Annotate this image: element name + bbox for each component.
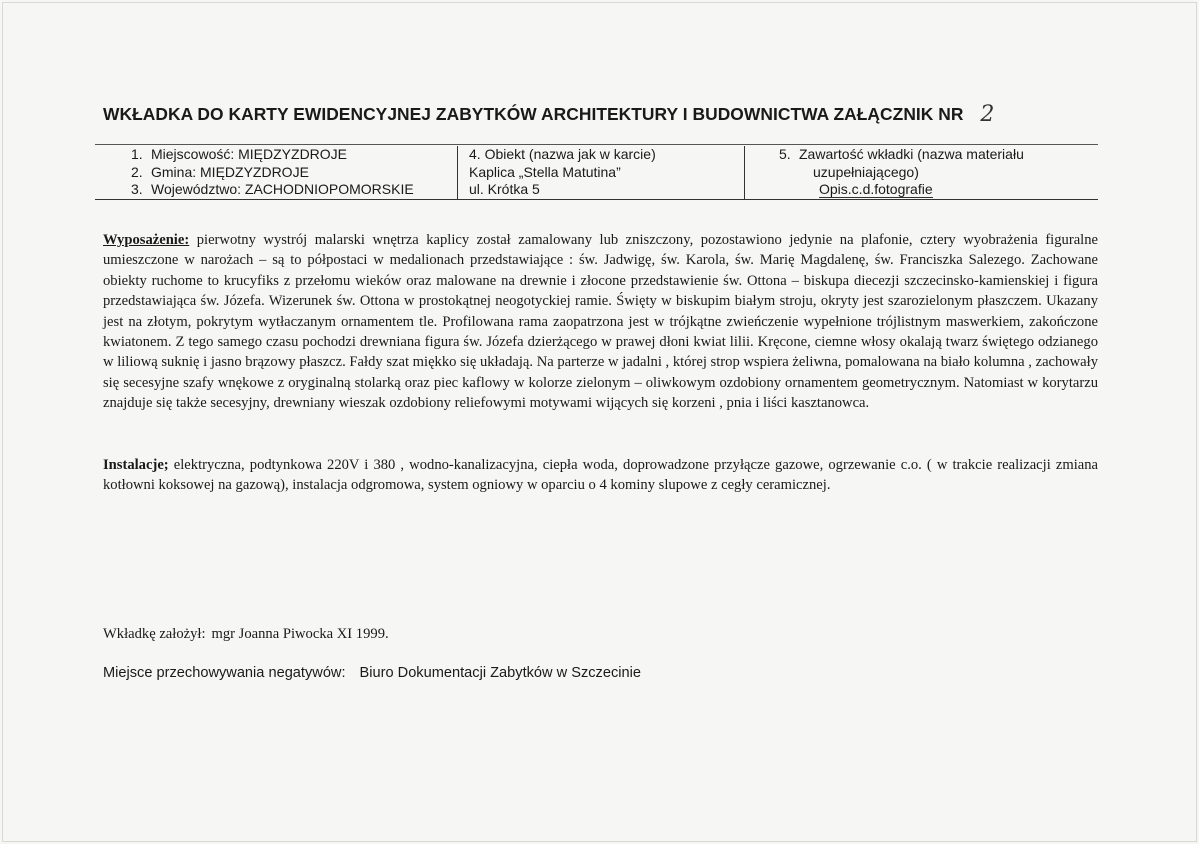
negatives-value: Biuro Dokumentacji Zabytków w Szczecinie: [359, 665, 641, 681]
contents-label-line2: uzupełniającego): [813, 163, 919, 180]
installations-section: [103, 455, 1098, 496]
row-number: 5.: [779, 146, 791, 162]
equipment-label: Wyposażenie:: [103, 232, 190, 248]
page-border: [2, 2, 1197, 842]
author-line: [103, 626, 389, 643]
installations-text: elektryczna, podtynkowa 220V i 380 , wodno-kanalizacyjna, ciepła woda, doprowadzone przyłącze gazowe, ogrzewanie c.o. ( w trakcie realizacji zmiana kotłowni koksowej na gazową), instalacja odgromowa, system ogniowy w oparciu o 4 kominy slupowe z cegły ceramicznej.: [103, 457, 1098, 494]
location-column: [95, 146, 458, 199]
negatives-line: [103, 665, 641, 681]
equipment-section: [103, 230, 1098, 414]
commune-row: [95, 164, 457, 182]
document-title-text: WKŁADKA DO KARTY EWIDENCYJNEJ ZABYTKÓW ARCHITEKTURY I BUDOWNICTWA ZAŁĄCZNIK NR: [103, 104, 964, 124]
negatives-label: Miejsce przechowywania negatywów:: [103, 665, 346, 681]
object-label: 4. Obiekt (nazwa jak w karcie): [469, 146, 656, 162]
row-number: 3.: [131, 181, 143, 197]
document-title: [103, 101, 994, 126]
contents-label: [745, 146, 1098, 164]
contents-value: [745, 181, 1098, 199]
installations-label: Instalacje;: [103, 457, 169, 473]
object-name: Kaplica „Stella Matutina”: [469, 163, 621, 180]
commune-field: Gmina: MIĘDZYZDROJE: [151, 163, 309, 180]
contents-label-line1: Zawartość wkładki (nazwa materiału: [799, 146, 1024, 162]
voivodeship-field: Województwo: ZACHODNIOPOMORSKIE: [151, 181, 414, 197]
locality-row: [95, 146, 457, 164]
author-label: Wkładkę założył:: [103, 626, 206, 642]
locality-field: Miejscowość: MIĘDZYZDROJE: [151, 146, 348, 162]
row-number: 1.: [131, 146, 143, 162]
row-number: 2.: [131, 163, 143, 180]
object-address: ul. Krótka 5: [469, 181, 540, 197]
contents-column: [745, 146, 1098, 199]
contents-value-text: Opis.c.d.fotografie: [819, 181, 933, 197]
equipment-text: pierwotny wystrój malarski wnętrza kaplicy został zamalowany lub zniszczony, pozostawiono jedynie na plafonie, cztery wyobrażenia figuralne umieszczone w narożach – są to półpostaci w medalionach przedstawiające : św. Jadwigę, św. Karola, św. Marię Magdalenę, św. Franciszka Salezego. Zachowane obiekty ruchome to krucyfiks z przełomu wieków oraz malowane na drewnie i złocone przedstawienie św. Ottona – biskupa diecezji szczecinsko-kamienskiej i figura przedstawiająca św. Józefa. Wizerunek św. Ottona w prostokątnej neogotyckiej ramie. Święty w biskupim białym stroju, okryty jest szarozielonym płaszczem. Ukazany jest na złotym, pokrytym wytłaczanym ornamentem tle. Profilowana rama zaopatrzona jest w trójkątne zwieńczenie wypełnione trójlistnym maswerkiem, zakończone kwiatonem. Z tego samego czasu pochodzi drewniana figura św. Józefa dzierżącego w prawej dłoni kwiat lilii. Kręcone, ciemne włosy okalają twarz świętego odzianego w liliową suknię i jasno brązowy płaszcz. Fałdy szat miękko się układają. Na parterze w jadalni , której strop wspiera żeliwna, pomalowana na biało kolumna , zachowały się secesyjne szafy wnękowe z oryginalną stolarką oraz piec kaflowy w kolorze zielonym – oliwkowym ozdobiony ornamentem geometrycznym. Natomiast w korytarzu znajduje się także secesyjny, drewniany wieszak ozdobiony reliefowymi motywami wijących się korzeni , pnia i liści kasztanowca.: [103, 232, 1098, 412]
author-value: mgr Joanna Piwocka XI 1999.: [211, 626, 389, 642]
attachment-number: 2: [980, 102, 995, 127]
voivodeship-row: [95, 181, 457, 199]
object-column: [458, 146, 745, 199]
header-table: [95, 144, 1098, 200]
